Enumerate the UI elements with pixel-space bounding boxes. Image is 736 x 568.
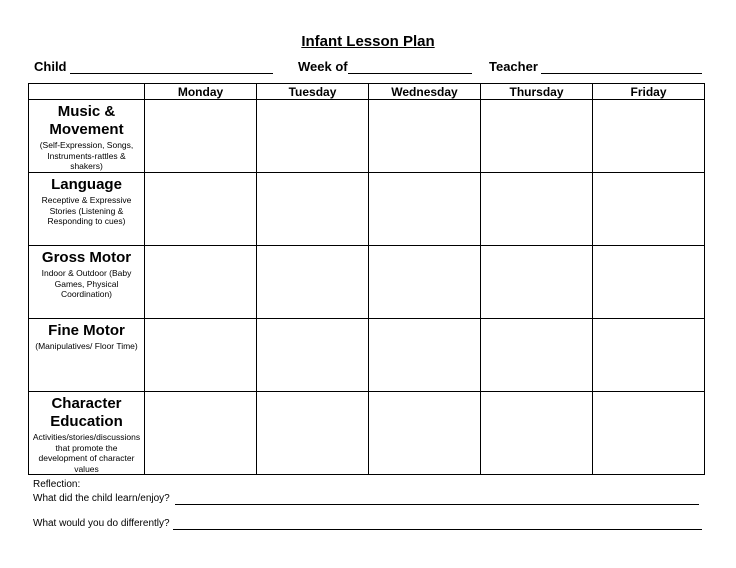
plan-cell-friday[interactable]	[593, 246, 705, 319]
category-row	[29, 319, 705, 392]
day-header-friday: Friday	[593, 84, 705, 100]
category-label-cell	[29, 100, 145, 173]
week-label: Week of	[298, 59, 348, 74]
reflection-question-1-label: What did the child learn/enjoy?	[33, 493, 170, 504]
plan-cell-wednesday[interactable]	[369, 392, 481, 475]
page-title: Infant Lesson Plan	[301, 33, 435, 50]
category-row	[29, 246, 705, 319]
plan-cell-tuesday[interactable]	[257, 319, 369, 392]
lesson-plan-table	[28, 83, 705, 475]
reflection-question-1	[33, 493, 170, 504]
plan-cell-wednesday[interactable]	[369, 319, 481, 392]
day-header-tuesday: Tuesday	[257, 84, 369, 100]
teacher-field	[489, 59, 538, 74]
plan-cell-thursday[interactable]	[481, 246, 593, 319]
category-row	[29, 173, 705, 246]
category-description: (Self-Expression, Songs, Instruments-rattles & shakers)	[39, 140, 134, 171]
category-label-cell	[29, 319, 145, 392]
category-row	[29, 392, 705, 475]
plan-cell-thursday[interactable]	[481, 392, 593, 475]
plan-cell-monday[interactable]	[145, 173, 257, 246]
plan-cell-friday[interactable]	[593, 100, 705, 173]
plan-cell-friday[interactable]	[593, 392, 705, 475]
category-title: Fine Motor	[48, 322, 125, 339]
category-label-cell	[29, 392, 145, 475]
teacher-label: Teacher	[489, 59, 538, 74]
plan-cell-thursday[interactable]	[481, 319, 593, 392]
plan-cell-tuesday[interactable]	[257, 100, 369, 173]
plan-cell-wednesday[interactable]	[369, 173, 481, 246]
reflection-heading: Reflection:	[33, 479, 81, 490]
day-header-row	[29, 84, 705, 100]
plan-cell-monday[interactable]	[145, 392, 257, 475]
plan-cell-monday[interactable]	[145, 319, 257, 392]
category-label-cell	[29, 246, 145, 319]
plan-cell-tuesday[interactable]	[257, 392, 369, 475]
plan-cell-tuesday[interactable]	[257, 246, 369, 319]
plan-cell-thursday[interactable]	[481, 100, 593, 173]
plan-cell-monday[interactable]	[145, 100, 257, 173]
plan-cell-monday[interactable]	[145, 246, 257, 319]
reflection-answer-1-line[interactable]	[175, 504, 699, 505]
plan-cell-wednesday[interactable]	[369, 246, 481, 319]
plan-cell-tuesday[interactable]	[257, 173, 369, 246]
category-row	[29, 100, 705, 173]
category-description: Receptive & Expressive Stories (Listening & Responding to cues)	[41, 195, 132, 226]
reflection-answer-2-line[interactable]	[173, 529, 702, 530]
category-description: Indoor & Outdoor (Baby Games, Physical Coordination)	[41, 268, 132, 299]
plan-cell-wednesday[interactable]	[369, 100, 481, 173]
category-title: Language	[51, 176, 122, 193]
day-header-monday: Monday	[145, 84, 257, 100]
category-title: Gross Motor	[41, 249, 132, 266]
child-field	[34, 59, 67, 74]
category-description: Activities/stories/discussions that promote the development of character values	[32, 432, 141, 474]
teacher-input-line[interactable]	[541, 73, 702, 74]
day-header-wednesday: Wednesday	[369, 84, 481, 100]
day-header-thursday: Thursday	[481, 84, 593, 100]
corner-cell	[29, 84, 145, 100]
reflection-question-2-label: What would you do differently?	[33, 518, 170, 529]
category-title: Character Education	[50, 395, 123, 430]
plan-cell-thursday[interactable]	[481, 173, 593, 246]
week-field	[298, 59, 348, 74]
plan-cell-friday[interactable]	[593, 319, 705, 392]
reflection-question-2	[33, 518, 170, 529]
category-title: Music & Movement	[49, 103, 124, 138]
category-label-cell	[29, 173, 145, 246]
category-description: (Manipulatives/ Floor Time)	[35, 341, 138, 351]
child-label: Child	[34, 59, 67, 74]
week-input-line[interactable]	[348, 73, 472, 74]
child-input-line[interactable]	[70, 73, 273, 74]
plan-cell-friday[interactable]	[593, 173, 705, 246]
